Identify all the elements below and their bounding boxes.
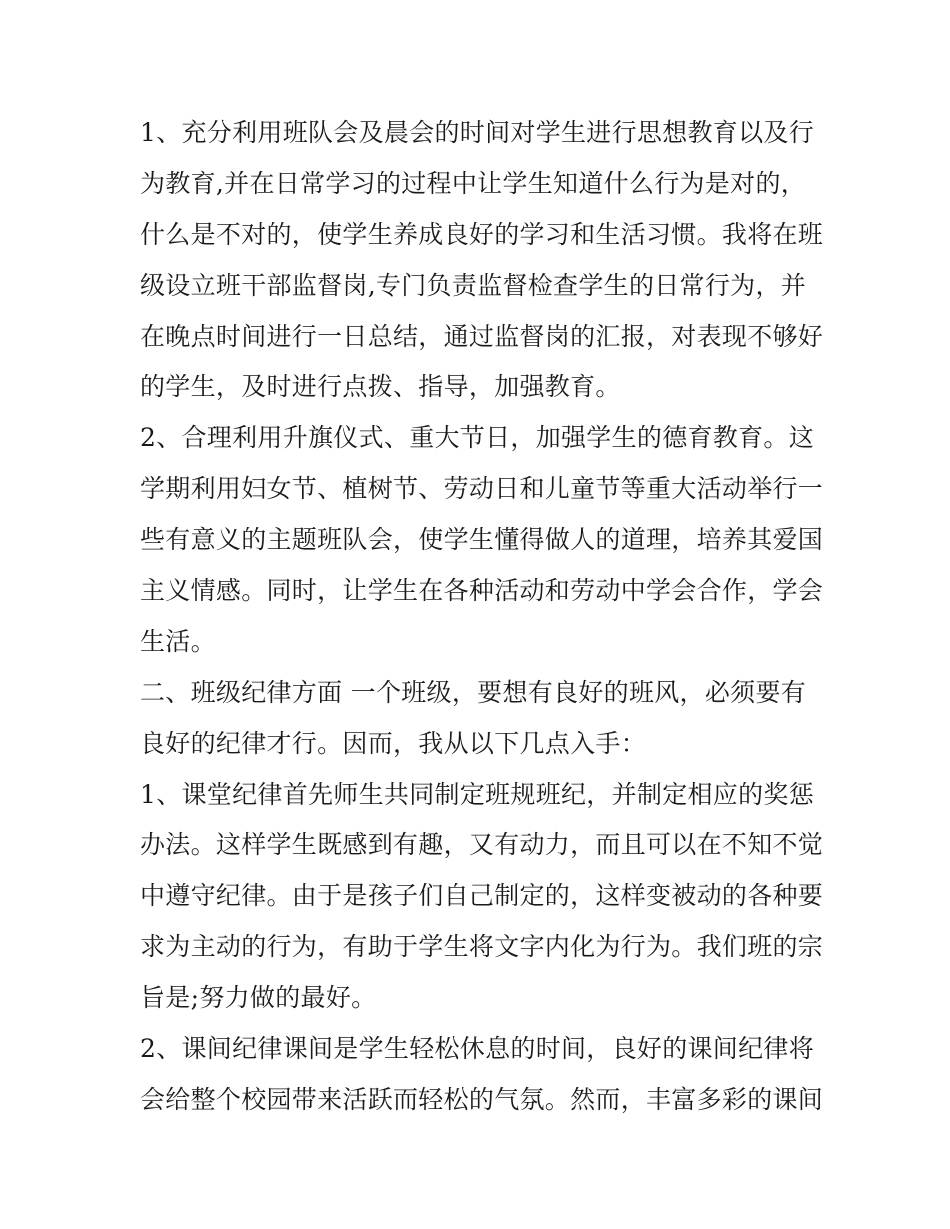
text-line: 良好的纪律才行。因而，我从以下几点入手： xyxy=(140,728,647,758)
text-line: 中遵守纪律。由于是孩子们自己制定的，这样变被动的各种要 xyxy=(140,881,824,911)
document-body xyxy=(140,108,824,1126)
text-line: 主义情感。同时，让学生在各种活动和劳动中学会合作，学会 xyxy=(140,576,824,606)
text-line: 为教育,并在日常学习的过程中让学生知道什么行为是对的， xyxy=(140,168,807,198)
text-line: 2、课间纪律课间是学生轻松休息的时间，良好的课间纪律将 xyxy=(140,1034,815,1064)
text-line: 二、班级纪律方面 一个班级，要想有良好的班风，必须要有 xyxy=(140,677,807,707)
text-line: 些有意义的主题班队会，使学生懂得做人的道理，培养其爱国 xyxy=(140,525,824,555)
text-line: 求为主动的行为，有助于学生将文字内化为行为。我们班的宗 xyxy=(140,932,824,962)
text-line: 在晚点时间进行一日总结，通过监督岗的汇报，对表现不够好 xyxy=(140,321,824,351)
text-line: 办法。这样学生既感到有趣，又有动力，而且可以在不知不觉 xyxy=(140,830,824,860)
text-line: 2、合理利用升旗仪式、重大节日，加强学生的德育教育。这 xyxy=(140,423,815,453)
text-line: 会给整个校园带来活跃而轻松的气氛。然而，丰富多彩的课间 xyxy=(140,1084,824,1114)
text-line: 生活。 xyxy=(140,626,216,656)
text-line: 级设立班干部监督岗,专门负责监督检查学生的日常行为，并 xyxy=(140,270,807,300)
text-line: 1、课堂纪律首先师生共同制定班规班纪，并制定相应的奖惩 xyxy=(140,779,815,809)
text-line: 1、充分利用班队会及晨会的时间对学生进行思想教育以及行 xyxy=(140,118,815,147)
text-line: 学期利用妇女节、植树节、劳动日和儿童节等重大活动举行一 xyxy=(140,474,824,504)
text-line: 旨是;努力做的最好。 xyxy=(140,983,377,1013)
text-line: 的学生，及时进行点拨、指导，加强教育。 xyxy=(140,372,621,402)
text-line: 什么是不对的，使学生养成良好的学习和生活习惯。我将在班 xyxy=(140,219,824,249)
